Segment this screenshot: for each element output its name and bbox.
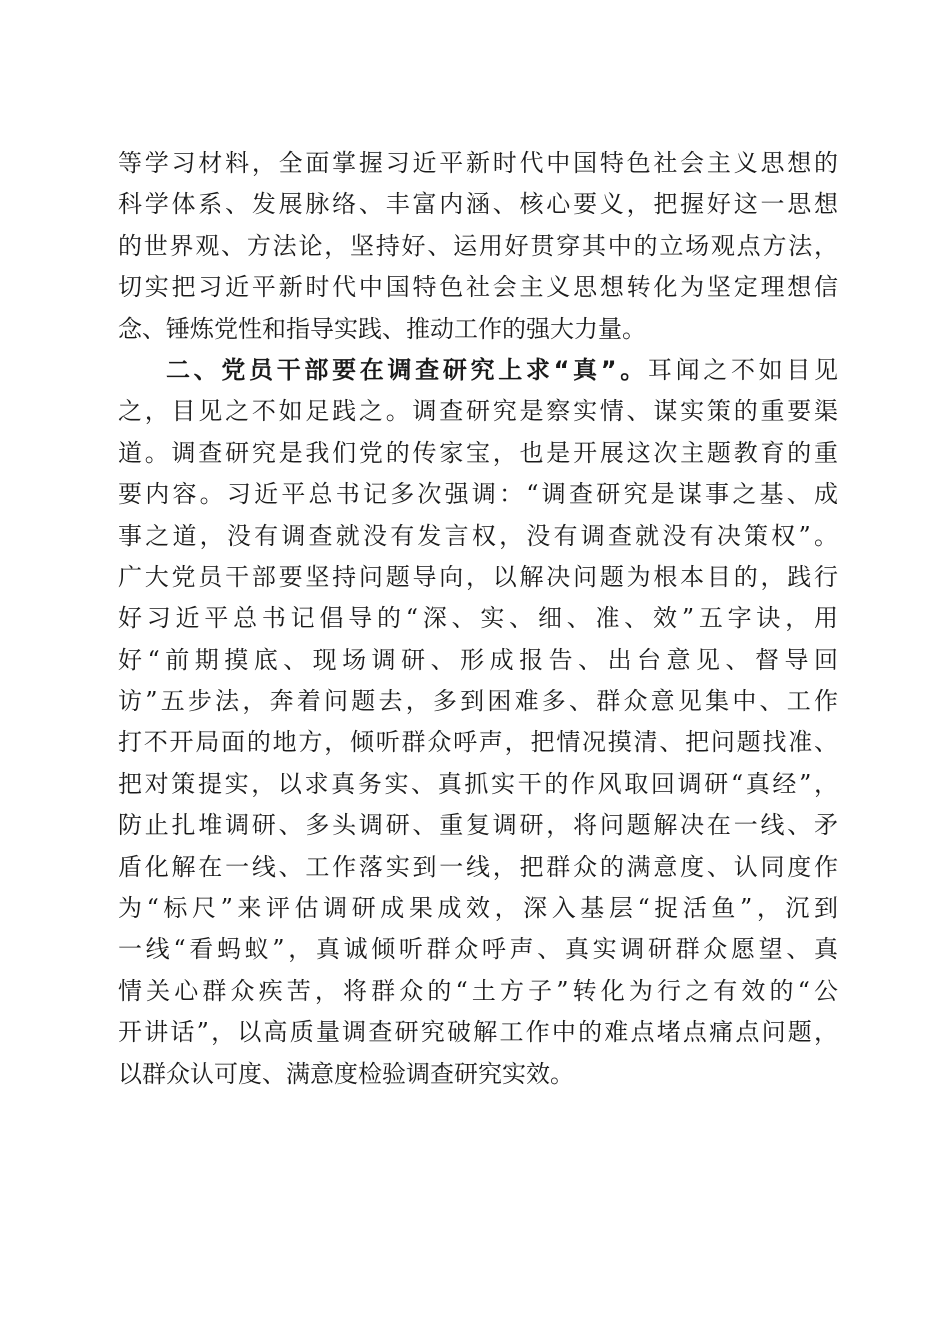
paragraph-2-line: 打不开局面的地方，倾听群众呼声，把情况摸清、把问题找准、 (118, 728, 838, 757)
paragraph-2-line: 道。调查研究是我们党的传家宝，也是开展这次主题教育的重 (118, 438, 838, 467)
document-page (118, 143, 838, 1095)
paragraph-2-line: 情关心群众疾苦，将群众的“土方子”转化为行之有效的“公 (118, 976, 838, 1005)
section-2-first-line-text: 耳闻之不如目见 (647, 355, 839, 384)
paragraph-2-line: 好“前期摸底、现场调研、形成报告、出台意见、督导回 (118, 645, 838, 674)
paragraph-2-line: 广大党员干部要坚持问题导向，以解决问题为根本目的，践行 (118, 562, 838, 591)
paragraph-2-line: 盾化解在一线、工作落实到一线，把群众的满意度、认同度作 (118, 852, 838, 881)
paragraph-2-line: 事之道，没有调查就没有发言权，没有调查就没有决策权”。 (118, 521, 838, 550)
paragraph-1-line: 念、锤炼党性和指导实践、推动工作的强大力量。 (118, 314, 646, 343)
section-2-first-line (118, 350, 838, 391)
paragraph-2-line: 要内容。习近平总书记多次强调：“调查研究是谋事之基、成 (118, 480, 838, 509)
paragraph-1-line: 的世界观、方法论，坚持好、运用好贯穿其中的立场观点方法， (118, 231, 838, 260)
paragraph-1-line: 科学体系、发展脉络、丰富内涵、核心要义，把握好这一思想 (118, 190, 838, 219)
paragraph-2-line: 开讲话”，以高质量调查研究破解工作中的难点堵点痛点问题， (118, 1018, 838, 1047)
paragraph-2-line: 一线“看蚂蚁”，真诚倾听群众呼声、真实调研群众愿望、真 (118, 935, 838, 964)
paragraph-2-line: 防止扎堆调研、多头调研、重复调研，将问题解决在一线、矛 (118, 811, 838, 840)
paragraph-2-line: 把对策提实，以求真务实、真抓实干的作风取回调研“真经”， (118, 769, 838, 798)
paragraph-2-line: 好习近平总书记倡导的“深、实、细、准、效”五字诀，用 (118, 604, 838, 633)
paragraph-1-line: 等学习材料，全面掌握习近平新时代中国特色社会主义思想的 (118, 149, 838, 177)
paragraph-2-line: 以群众认可度、满意度检验调查研究实效。 (118, 1059, 574, 1088)
paragraph-1-line: 切实把习近平新时代中国特色社会主义思想转化为坚定理想信 (118, 273, 838, 302)
section-2-heading: 二、党员干部要在调查研究上求“真”。 (166, 355, 648, 384)
paragraph-2-line: 之，目见之不如足践之。调查研究是察实情、谋实策的重要渠 (118, 397, 838, 426)
paragraph-2-line: 为“标尺”来评估调研成果成效，深入基层“捉活鱼”，沉到 (118, 894, 838, 923)
paragraph-2-line: 访”五步法，奔着问题去，多到困难多、群众意见集中、工作 (118, 687, 838, 716)
